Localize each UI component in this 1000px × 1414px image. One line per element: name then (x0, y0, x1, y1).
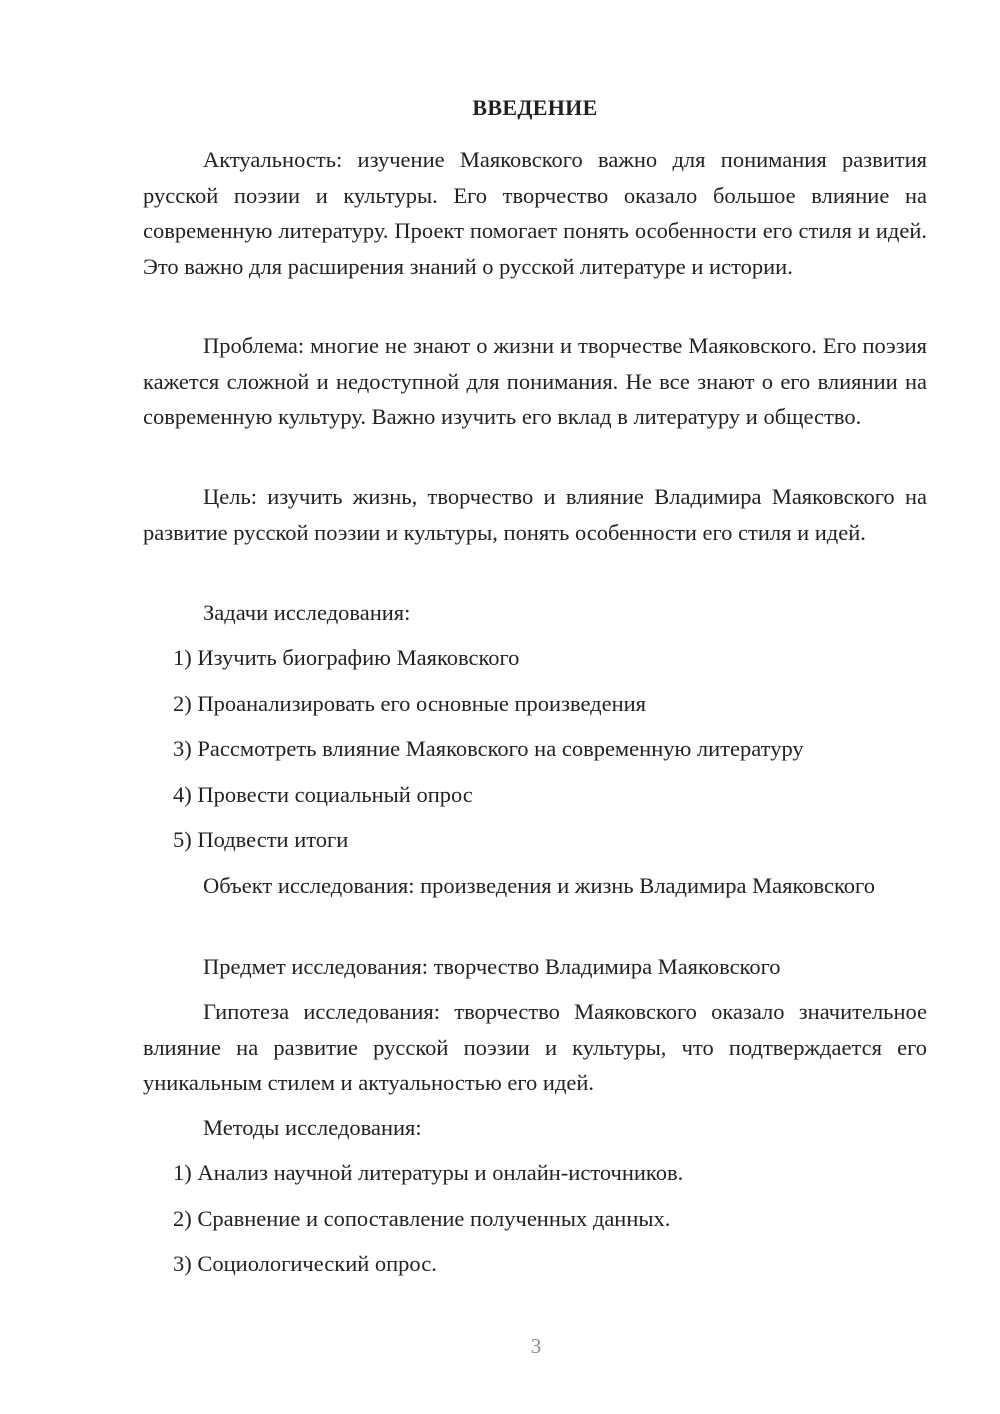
object-paragraph: Объект исследования: произведения и жизнь Владимира Маяковского (203, 873, 875, 898)
goal-paragraph: Цель: изучить жизнь, творчество и влияние Владимира Маяковского на развитие русской поэзии и культуры, понять особенности его стиля и идей. (143, 484, 927, 545)
tasks-heading: Задачи исследования: (203, 600, 411, 625)
task-item: 3) Рассмотреть влияние Маяковского на современную литературу (173, 736, 804, 761)
subject-paragraph: Предмет исследования: творчество Владимира Маяковского (203, 954, 781, 979)
section-title: ВВЕДЕНИЕ (472, 95, 598, 120)
hypothesis-paragraph: Гипотеза исследования: творчество Маяковского оказало значительное влияние на развитие русской поэзии и культуры, что подтверждается его уникальным стилем и актуальностью его идей. (143, 999, 927, 1095)
page-number: 3 (530, 1334, 542, 1358)
methods-heading: Методы исследования: (203, 1115, 422, 1140)
problem-paragraph: Проблема: многие не знают о жизни и творчестве Маяковского. Его поэзия кажется сложной и недоступной для понимания. Не все знают о его влиянии на современную культуру. Важно изучить его вклад в литературу и общество. (143, 333, 927, 429)
method-item: 1) Анализ научной литературы и онлайн-источников. (173, 1160, 684, 1185)
task-item: 5) Подвести итоги (173, 827, 349, 852)
relevance-paragraph: Актуальность: изучение Маяковского важно для понимания развития русской поэзии и культуры. Его творчество оказало большое влияние на современную литературу. Проект помогает понять особенности его стиля и идей. Это важно для расширения знаний о русской литературе и истории. (143, 147, 927, 279)
task-item: 4) Провести социальный опрос (173, 782, 473, 807)
task-item: 1) Изучить биографию Маяковского (173, 645, 520, 670)
method-item: 2) Сравнение и сопоставление полученных данных. (173, 1206, 671, 1231)
method-item: 3) Социологический опрос. (173, 1251, 437, 1276)
task-item: 2) Проанализировать его основные произведения (173, 691, 647, 716)
